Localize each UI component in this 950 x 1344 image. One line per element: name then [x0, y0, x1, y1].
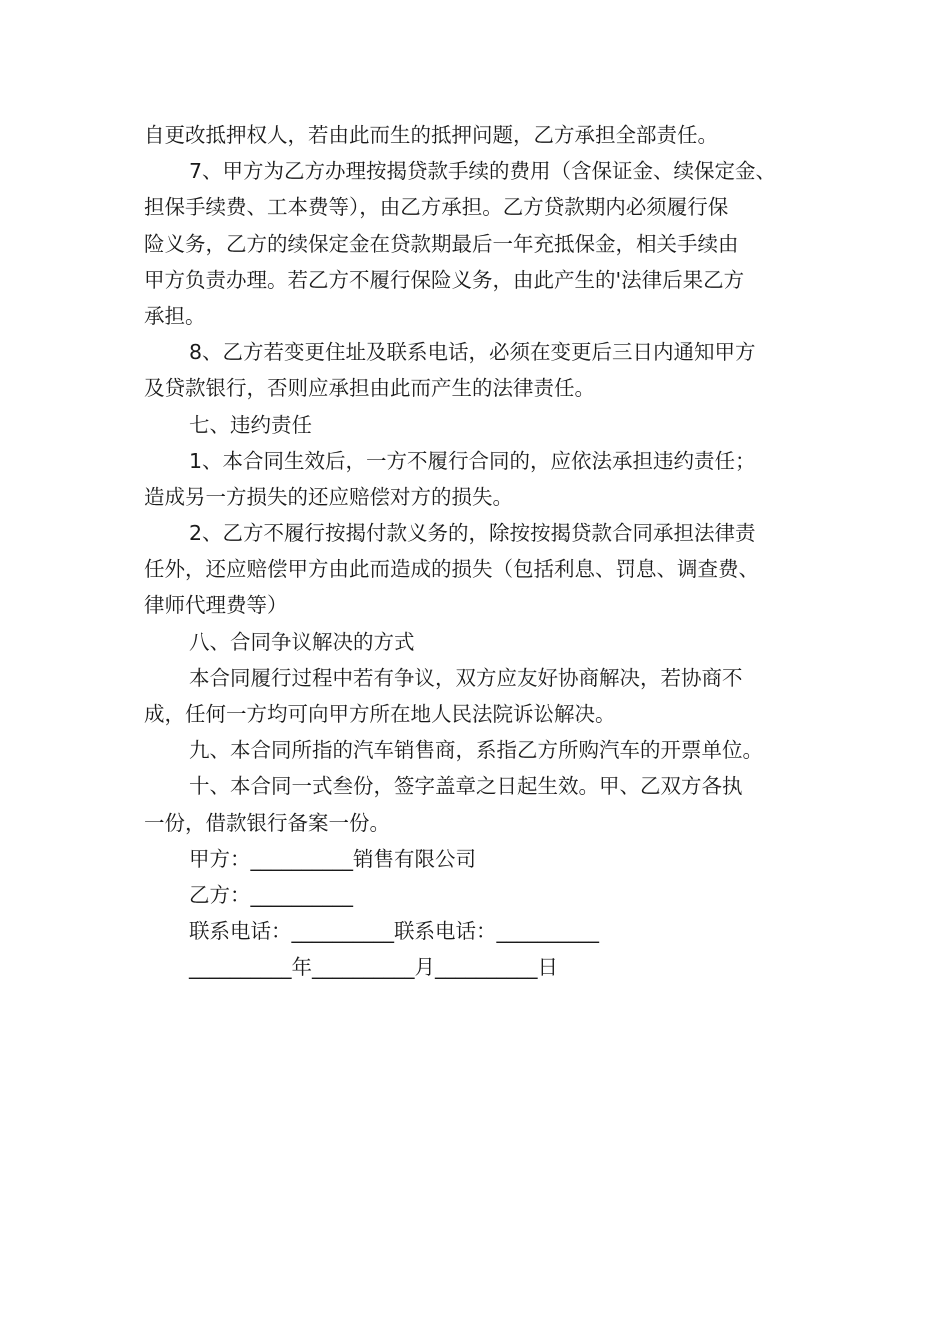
section-nine-line: 九、本合同所指的汽车销售商，系指乙方所购汽车的开票单位。 — [189, 738, 763, 763]
text-line: 造成另一方损失的还应赔偿对方的损失。 — [144, 484, 513, 509]
contract-body — [144, 117, 834, 986]
text-line: 成，任何一方均可向甲方所在地人民法院诉讼解决。 — [144, 702, 616, 726]
dispute-text-line: 本合同履行过程中若有争议，双方应友好协商解决，若协商不 — [189, 665, 743, 690]
text-line: 自更改抵押权人，若由此而生的抵押问题，乙方承担全部责任。 — [144, 123, 718, 147]
section-heading-breach: 七、违约责任 — [189, 412, 312, 437]
clause-7-line: 7、甲方为乙方办理按揭贷款手续的费用（含保证金、续保定金、 — [189, 159, 777, 184]
party-b-signature-line: 乙方：__________ — [189, 882, 353, 907]
clause-2-line: 2、乙方不履行按揭付款义务的，除按按揭贷款合同承担法律责 — [189, 521, 756, 546]
text-line: 担保手续费、工本费等），由乙方承担。乙方贷款期内必须履行保 — [144, 195, 729, 220]
clause-8-line: 8、乙方若变更住址及联系电话，必须在变更后三日内通知甲方 — [189, 340, 756, 365]
text-line: 险义务，乙方的续保定金在贷款期最后一年充抵保金，相关手续由 — [144, 231, 739, 256]
section-ten-line: 十、本合同一式叁份，签字盖章之日起生效。甲、乙双方各执 — [189, 774, 743, 799]
date-line: __________年__________月__________日 — [189, 955, 558, 980]
text-line: 律师代理费等） — [144, 593, 288, 618]
section-heading-dispute: 八、合同争议解决的方式 — [189, 629, 415, 654]
party-a-signature-line: 甲方：__________销售有限公司 — [189, 846, 476, 871]
clause-1-line: 1、本合同生效后，一方不履行合同的，应依法承担违约责任； — [189, 448, 756, 473]
text-line: 一份，借款银行备案一份。 — [144, 810, 390, 835]
text-line: 甲方负责办理。若乙方不履行保险义务，由此产生的'法律后果乙方 — [144, 267, 745, 292]
text-line: 承担。 — [144, 303, 206, 328]
contact-phone-line: 联系电话：__________联系电话：__________ — [189, 919, 599, 944]
text-line: 任外，还应赔偿甲方由此而造成的损失（包括利息、罚息、调查费、 — [144, 557, 759, 582]
text-line: 及贷款银行，否则应承担由此而产生的法律责任。 — [144, 376, 595, 401]
